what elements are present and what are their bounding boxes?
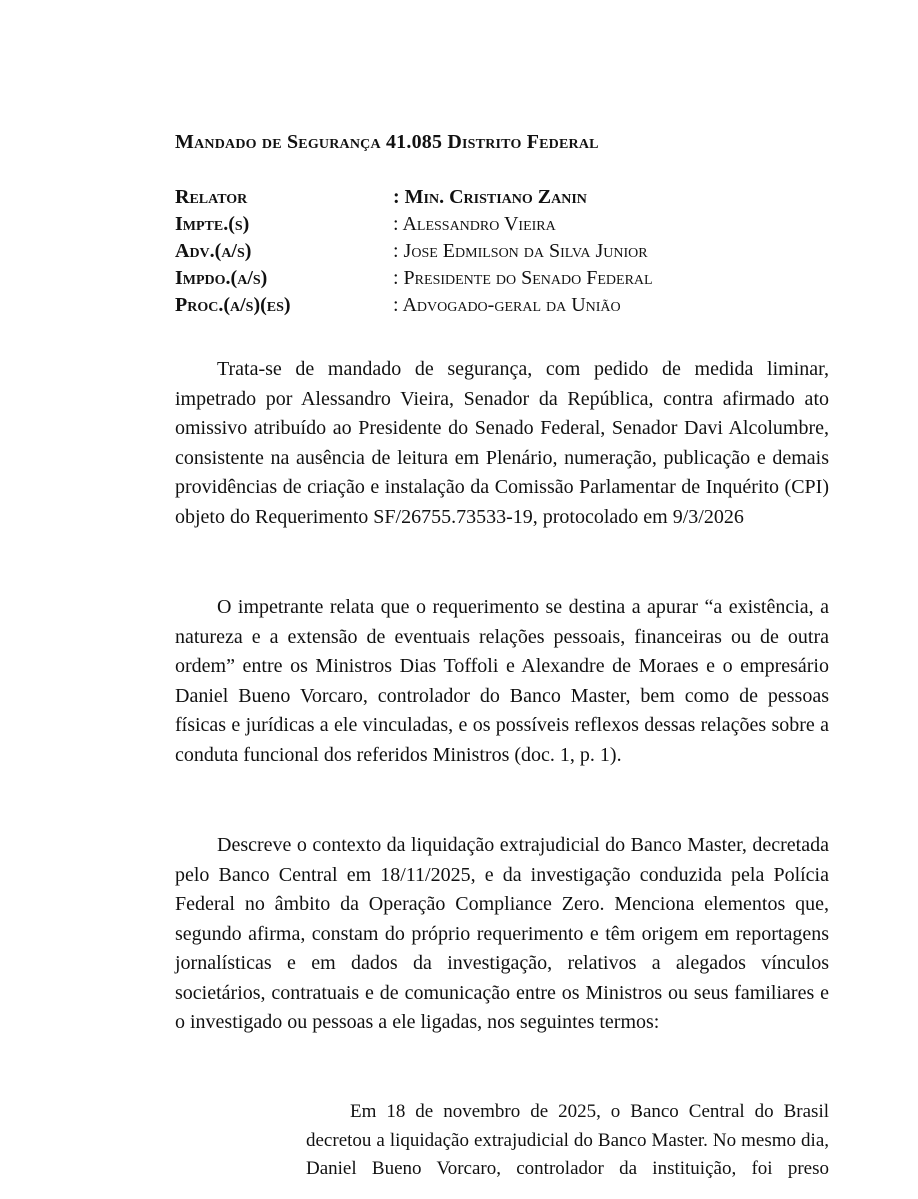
party-row-impetrado [175,267,835,294]
body-paragraph-2: O impetrante relata que o requerimento se destina a apurar “a existência, a natureza e a extensão de eventuais relações pessoais, financeiras ou de outra ordem” entre os Ministros Dias Toffoli e Alexandre de Moraes e o empresário Daniel Bueno Vorcaro, controlador do Banco Master, bem como de pessoas físicas e jurídicas a ele vinculadas, e os possíveis reflexos dessas relações sobre a conduta funcional dos referidos Ministros (doc. 1, p. 1). [175,596,829,766]
party-label: Impte.(s) [175,213,250,235]
body-paragraph-1: Trata-se de mandado de segurança, com pedido de medida liminar, impetrado por Alessandro Vieira, Senador da República, contra afirmado ato omissivo atribuído ao Presidente do Senado Federal, Senador Davi Alcolumbre, consistente na ausência de leitura em Plenário, numeração, publicação e demais providências de criação e instalação da Comissão Parlamentar de Inquérito (CPI) objeto do Requerimento SF/26755.73533-19, protocolado em 9/3/2026 [175,358,829,528]
party-label: Relator [175,186,248,208]
party-row-impetrante [175,213,835,240]
party-value: : Advogado-geral da União [393,294,621,316]
party-label: Proc.(a/s)(es) [175,294,291,316]
party-label: Impdo.(a/s) [175,267,268,289]
party-value: : Min. Cristiano Zanin [393,186,587,208]
party-row-procurador [175,294,835,321]
party-value: : Presidente do Senado Federal [393,267,653,289]
parties-block [175,186,835,321]
party-value: : Alessandro Vieira [393,213,556,235]
body-paragraph-3: Descreve o contexto da liquidação extrajudicial do Banco Master, decretada pelo Banco Central em 18/11/2025, e da investigação conduzida pela Polícia Federal no âmbito da Operação Compliance Zero. Menciona elementos que, segundo afirma, constam do próprio requerimento e têm origem em reportagens jornalísticas e em dados da investigação, relativos a alegados vínculos societários, contratuais e de comunicação entre os Ministros ou seus familiares e o investigado ou pessoas a ele ligadas, nos seguintes termos: [175,834,829,1033]
party-label: Adv.(a/s) [175,240,252,262]
document-title: Mandado de Segurança 41.085 Distrito Federal [175,131,599,153]
block-quote: Em 18 de novembro de 2025, o Banco Central do Brasil decretou a liquidação extrajudicial do Banco Master. No mesmo dia, Daniel Bueno Vorcaro, controlador da instituição, foi preso [306,1101,829,1179]
party-row-relator [175,186,835,213]
party-row-advogado [175,240,835,267]
party-value: : Jose Edmilson da Silva Junior [393,240,648,262]
